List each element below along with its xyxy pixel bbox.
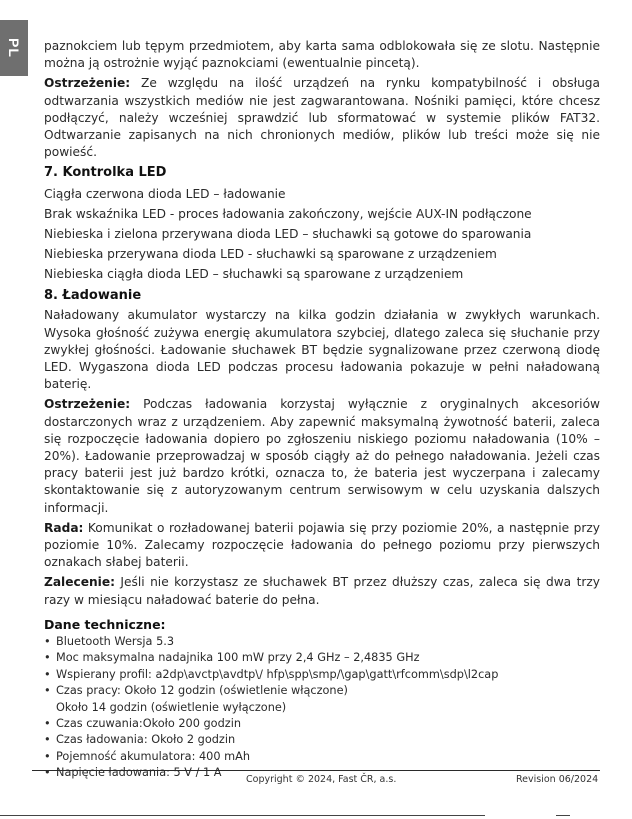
spec-item: • Pojemność akumulatora: 400 mAh (44, 749, 600, 765)
spec-item: • Czas czuwania:Około 200 godzin (44, 716, 600, 732)
bottom-mark (556, 815, 570, 816)
spec-item: • Napięcie ładowania: 5 V / 1 A (44, 765, 600, 781)
warning-label: Ostrzeżenie: (44, 76, 131, 91)
copyright-text: Copyright © 2024, Fast ČR, a.s. (246, 774, 397, 785)
led-line: Brak wskaźnika LED - proces ładowania zakończony, wejście AUX-IN podłączone (44, 207, 532, 222)
spec-item: • Czas pracy: Około 12 godzin (oświetlenie włączone) (44, 683, 600, 699)
language-code: PL (5, 38, 22, 58)
recommendation-text: Jeśli nie korzystasz ze słuchawek BT przez dłuższy czas, zaleca się dwa trzy razy w miesiącu naładować baterie do pełna. (44, 575, 600, 607)
spec-item: • Wspierany profil: a2dp\avctp\avdtp\/ hfp\spp\smp/\gap\gatt\rfcomm\sdp\l2cap (44, 667, 600, 683)
warning-paragraph (44, 75, 600, 161)
intro-paragraph: paznokciem lub tępym przedmiotem, aby karta sama odblokowała się ze slotu. Następnie można ją ostrożnie wyjąć paznokciami (ewentualnie pincetą). (44, 39, 600, 71)
bottom-rule (0, 815, 485, 816)
footer-divider (32, 770, 600, 771)
charging-warning-label: Ostrzeżenie: (44, 397, 131, 412)
spec-item: • Bluetooth Wersja 5.3 (44, 634, 600, 650)
charging-warning-text: Podczas ładowania korzystaj wyłącznie z oryginalnych akcesoriów dostarczonych wraz z urządzeniem. Aby zapewnić maksymalną żywotność baterii, zaleca się rozpoczęcie ładowania dopiero po zgłoszeniu niskiego poziomu naładowania (10% – 20%). Ładowanie przeprowadzaj w sposób ciągły aż do pełnego naładowania. Jeżeli czas pracy baterii jest już bardzo krótki, oznacza to, że bateria jest wyczerpana i zalecamy skontaktowanie się z autoryzowanym centrum serwisowym w celu uzyskania dalszych informacji. (44, 397, 600, 515)
tip-paragraph (44, 520, 600, 572)
led-line: Niebieska i zielona przerywana dioda LED – słuchawki są gotowe do sparowania (44, 227, 532, 242)
tip-label: Rada: (44, 520, 84, 535)
charging-warning-paragraph (44, 396, 600, 516)
revision-text: Revision 06/2024 (516, 774, 599, 785)
led-line: Niebieska ciągła dioda LED – słuchawki są sparowane z urządzeniem (44, 267, 464, 282)
led-line: Niebieska przerywana dioda LED - słuchawki są sparowane z urządzeniem (44, 247, 497, 262)
warning-text: Ze względu na ilość urządzeń na rynku kompatybilność i obsługa odtwarzania wszystkich mediów nie jest zagwarantowana. Nośniki pamięci, które chcesz podłączyć, należy wcześniej sprawdzić lub sformatować w systemie plików FAT32. Odtwarzanie zapisanych na nich chronionych mediów, plików lub treści może się nie powieść. (44, 76, 600, 160)
charging-paragraph: Naładowany akumulator wystarczy na kilka godzin działania w zwykłych warunkach. Wysoka głośność zużywa energię akumulatora szybciej, dlatego zaleca się słuchanie przy zwykłej głośności. Ładowanie słuchawek BT będzie sygnalizowane przez czerwoną diodę LED. Wygaszona dioda LED podczas procesu ładowania pokazuje w pełni naładowaną baterię. (44, 308, 600, 392)
recommendation-label: Zalecenie: (44, 575, 115, 590)
section-7-title: 7. Kontrolka LED (44, 165, 167, 181)
specs-list (44, 634, 600, 782)
section-8-title: 8. Ładowanie (44, 288, 142, 304)
led-line: Ciągła czerwona dioda LED – ładowanie (44, 187, 286, 202)
spec-item: • Moc maksymalna nadajnika 100 mW przy 2,4 GHz – 2,4835 GHz (44, 650, 600, 666)
recommendation-paragraph (44, 574, 600, 608)
tip-text: Komunikat o rozładowanej baterii pojawia się przy poziomie 20%, a następnie przy poziomie 10%. Zalecamy rozpoczęcie ładowania do pełnego poziomu przy pierwszych oznakach słabej baterii. (44, 520, 600, 570)
manual-content (44, 38, 600, 782)
led-list (44, 184, 600, 284)
spec-item: Około 14 godzin (oświetlenie wyłączone) (56, 700, 287, 714)
spec-item: • Czas ładowania: Około 2 godzin (44, 732, 600, 748)
specs-title: Dane techniczne: (44, 616, 166, 632)
language-tab (0, 20, 28, 76)
